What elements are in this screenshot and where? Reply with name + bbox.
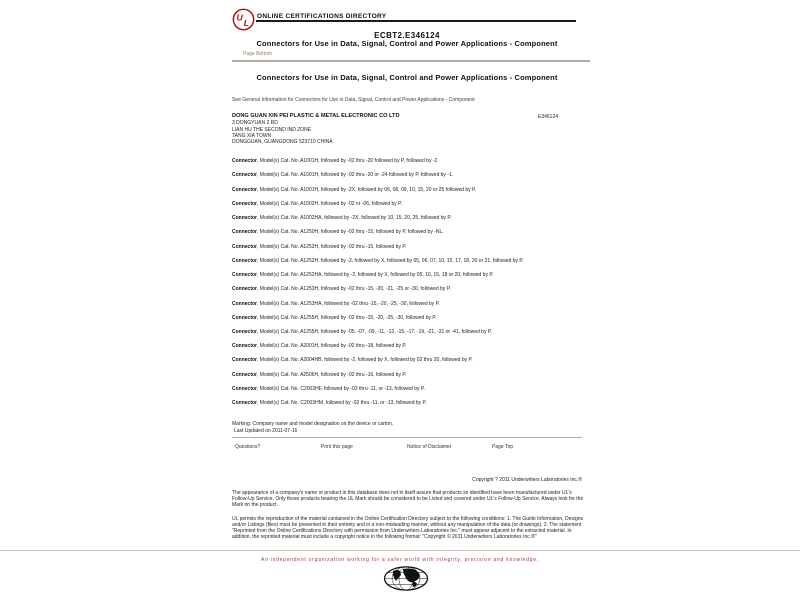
page-top-link[interactable]: Page Top <box>492 443 514 450</box>
connector-detail: , Model(s) Cat. No. A1001H, followed by -02 thru -20 or -24 followed by P, followed by -1. <box>257 172 454 179</box>
connector-label: Connector <box>232 314 257 321</box>
connector-row <box>232 158 592 164</box>
connector-label: Connector <box>232 257 257 264</box>
connector-row <box>232 258 592 264</box>
marking-text: Marking: Company name and model designation on the device or carton. <box>232 420 394 427</box>
connector-detail: , Model(s) Cat. No. C2003HM, followed by -02 thru -11, or -13, followed by P. <box>257 400 427 407</box>
connector-label: Connector <box>232 286 257 293</box>
connector-detail: , Model(s) Cat. No. A1002HA, followed by -2X, followed by 10, 15, 20, 25, followed by P. <box>257 215 452 222</box>
company-name: DONG GUAN XIN PEI PLASTIC & METAL ELECTRONIC CO LTD <box>232 113 400 119</box>
footer-slogan: An independent organization working for a safer world with integrity, precision and knowledge. <box>260 556 540 563</box>
connector-detail: , Model(s) Cat. No. C2003HF, followed by -02 thru -11, or -13, followed by P. <box>257 385 425 392</box>
connector-detail: , Model(s) Cat. No. A1255H, followed by -05, -07, -09, -11, -13, -15, -17, -19, -21, -31 or -41, followed by P. <box>257 329 492 335</box>
general-info-link[interactable]: See General Information for Connectors for Use in Data, Signal, Control and Power Applications - Component <box>232 96 475 103</box>
connector-label: Connector <box>232 371 257 378</box>
connector-label: Connector <box>232 357 257 364</box>
print-page-link[interactable]: Print this page <box>321 443 353 450</box>
connector-row <box>232 286 592 292</box>
connector-label: Connector <box>232 300 257 307</box>
connector-label: Connector <box>232 200 257 207</box>
address-line: TANG XIA TOWN <box>232 132 272 139</box>
connector-detail: , Model(s) Cat. No. A1001H, followed by -2X, followed by 06, 08, 09, 10, 15, 20 or 25 followed by P. <box>257 186 477 193</box>
page-bottom-link[interactable]: Page Bottom <box>243 51 272 57</box>
address-line: DONGGUAN, GUANGDONG 523710 CHINA <box>232 138 333 145</box>
connector-detail: , Model(s) Cat. No. A2004HB, followed by -2, followed by X, followed by 02 thru 20, followed by P. <box>257 357 473 364</box>
connector-detail: , Model(s) Cat. No. A2506H, followed by -02 thru -16, followed by P. <box>257 371 407 378</box>
connector-label: Connector <box>232 400 257 407</box>
connector-detail: , Model(s) Cat. No. A1002H, followed by -02 or -06, followed by P. <box>257 200 403 207</box>
connector-label: Connector <box>232 385 257 392</box>
company-file-number: E346124 <box>538 113 559 120</box>
connector-row <box>232 272 592 278</box>
legal-paragraph-1: The appearance of a company's name or product in this database does not in itself assure that products so identified have been manufactured under UL's Follow-Up Service. Only those products bearing the UL Mark should be considered to be Listed and covered under UL's Follow-Up Service. Always look for the Mark on the product. <box>232 490 584 509</box>
connector-row <box>232 329 592 335</box>
section-title: Connectors for Use in Data, Signal, Control and Power Applications - Component <box>256 72 558 82</box>
connector-row <box>232 172 592 178</box>
connector-row <box>232 343 592 349</box>
legal-paragraph-2: UL permits the reproduction of the material contained in the Online Certification Directory subject to the following conditions: 1. The Guide Information, Designs and/or Listings (files) must be presented in their entirety and in a non-misleading manner, without any manipulation of the data (or drawings). 2. The statement "Reprinted from the Online Certifications Directory with permission from Underwriters Laboratories Inc." must appear adjacent to the extracted material. In addition, the reprinted material must include a copyright notice in the following format: "Copyright © 2011 Underwriters Laboratories Inc.®" <box>232 515 584 541</box>
connector-row <box>232 400 592 406</box>
address-line: LIAN HU THE SECOND IND ZONE <box>232 126 312 133</box>
ul-logo-icon <box>232 8 255 31</box>
copyright-text: Copyright ? 2011 Underwriters Laboratories Inc.® <box>472 477 582 483</box>
connector-row <box>232 229 592 235</box>
connector-row <box>232 215 592 221</box>
connector-label: Connector <box>232 243 257 250</box>
connector-label: Connector <box>232 172 257 179</box>
logo-letter-l: L <box>243 18 250 29</box>
file-number-heading: ECBT2.E346124 <box>374 30 440 40</box>
connector-detail: , Model(s) Cat. No. A1253H, followed by -02 thru -15, -20, -21, -25 or -30, followed by P. <box>257 286 451 293</box>
connector-detail: , Model(s) Cat. No. A1252H, followed by -02 thru -15, followed by P. <box>257 243 407 250</box>
connector-label: Connector <box>232 343 257 350</box>
connector-row <box>232 315 592 321</box>
brand-title: ONLINE CERTIFICATIONS DIRECTORY <box>257 13 387 20</box>
disclaimer-link[interactable]: Notice of Disclaimer <box>407 443 452 450</box>
company-address <box>232 120 333 145</box>
bottom-rule <box>0 550 800 551</box>
connector-row <box>232 386 592 392</box>
header-rule <box>256 20 576 22</box>
connector-label: Connector <box>232 329 257 335</box>
globe-icon <box>383 566 429 591</box>
connector-row <box>232 244 592 250</box>
connector-label: Connector <box>232 272 257 279</box>
connector-detail: , Model(s) Cat. No. A1253HA, followed by -02 thru -15, -20, -25, -30, followed by P. <box>257 300 440 307</box>
connector-label: Connector <box>232 158 257 165</box>
connector-detail: , Model(s) Cat. No. A1252HA, followed by -2, followed by X, followed by 05, 10, 15, 18 or 20, followed by P. <box>257 272 494 279</box>
connector-list <box>232 158 592 414</box>
connector-detail: , Model(s) Cat. No. A1255H, followed by -02 thru -15, -20, -25, -30, followed by P. <box>257 314 437 321</box>
connector-detail: , Model(s) Cat. No. A1252H, followed by -2, followed by X, followed by 05, 06, 07, 10, 15, 17, 18, 20 or 21, followed by P. <box>257 257 524 264</box>
header-divider-rule <box>232 60 590 62</box>
connector-label: Connector <box>232 186 257 193</box>
connector-detail: , Model(s) Cat. No. A1250H, followed by -02 thru -15, followed by P, followed by -NL. <box>257 229 444 236</box>
connector-detail: , Model(s) Cat. No. A1001H, followed by -02 thru -20 followed by P, followed by -2. <box>257 158 439 165</box>
address-line: 3 DONGYUAN 2 RD <box>232 120 278 127</box>
page-title: Connectors for Use in Data, Signal, Control and Power Applications - Component <box>256 38 558 48</box>
footer-divider-rule <box>232 437 582 438</box>
last-updated-text: Last Updated on 2011-07-16 <box>234 427 298 434</box>
connector-detail: , Model(s) Cat. No. A2001H, followed by -02 thru -18, followed by P. <box>257 343 407 350</box>
connector-row <box>232 187 592 193</box>
connector-row <box>232 201 592 207</box>
connector-row <box>232 372 592 378</box>
connector-row <box>232 301 592 307</box>
logo-letter-u: U <box>236 12 243 23</box>
connector-label: Connector <box>232 229 257 236</box>
connector-label: Connector <box>232 215 257 222</box>
questions-link[interactable]: Questions? <box>235 443 261 450</box>
connector-row <box>232 357 592 363</box>
